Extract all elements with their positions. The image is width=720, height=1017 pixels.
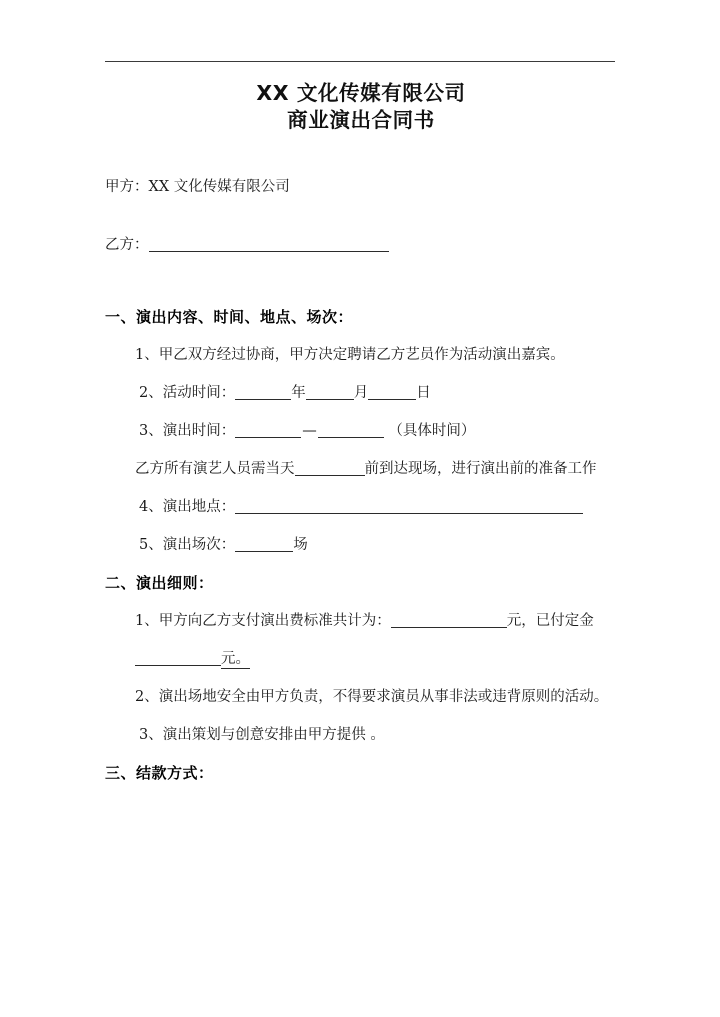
performance-end-blank[interactable]	[318, 422, 384, 438]
party-a-line: 甲方：XX 文化传媒有限公司	[105, 179, 290, 195]
event-year-blank[interactable]	[235, 384, 291, 400]
venue-blank[interactable]	[235, 498, 583, 514]
arrival-suffix: 前到达现场，进行演出前的准备工作	[364, 461, 597, 477]
unit-day: 日	[416, 385, 431, 401]
event-day-blank[interactable]	[368, 384, 416, 400]
section-heading-1: 一、演出内容、时间、地点、场次：	[105, 308, 354, 326]
unit-month: 月	[353, 385, 369, 401]
deposit-amount-blank[interactable]	[135, 650, 221, 666]
clause-1-4-prefix: 4、演出地点：	[139, 499, 236, 515]
title-line-contract: 商业演出合同书	[287, 108, 435, 132]
clause-2-3: 3、演出策划与创意安排由甲方提供 。	[139, 727, 385, 743]
fee-mid: 元，已付定金	[506, 613, 594, 629]
time-range-separator: —	[302, 423, 317, 439]
document-content	[105, 80, 617, 792]
title-line-company: XX 文化传媒有限公司	[256, 81, 466, 105]
fee-amount-blank[interactable]	[391, 612, 507, 628]
event-month-blank[interactable]	[306, 384, 354, 400]
clause-1-1: 1、甲乙双方经过协商，甲方决定聘请乙方艺员作为活动演出嘉宾。	[135, 347, 565, 363]
section-heading-2: 二、演出细则：	[105, 574, 214, 592]
clause-1-2	[105, 374, 617, 412]
party-b-blank[interactable]	[149, 236, 389, 252]
arrival-prefix: 乙方所有演艺人员需当天	[135, 461, 295, 477]
clause-1-4	[105, 488, 617, 526]
fee-suffix: 元。	[221, 651, 250, 667]
arrival-time-blank[interactable]	[295, 460, 365, 476]
clause-1-arrival	[105, 450, 617, 488]
header-rule	[105, 61, 615, 62]
spacer	[105, 206, 617, 226]
document-title	[105, 80, 617, 134]
spacer	[105, 134, 617, 168]
clause-1-3	[105, 412, 617, 450]
fee-prefix: 1、甲方向乙方支付演出费标准共计为：	[135, 613, 391, 629]
unit-show: 场	[293, 537, 308, 553]
clause-1-3-prefix: 3、演出时间：	[139, 423, 236, 439]
spacer	[105, 264, 617, 298]
performance-start-blank[interactable]	[235, 422, 301, 438]
clause-1-3-suffix: （具体时间）	[388, 423, 476, 439]
clause-1-5-prefix: 5、演出场次：	[139, 537, 236, 553]
show-count-blank[interactable]	[235, 536, 293, 552]
clause-1-5	[105, 526, 617, 564]
party-b-label: 乙方：	[105, 237, 149, 253]
clause-2-1	[105, 602, 617, 678]
party-b-line	[105, 226, 617, 264]
unit-year: 年	[291, 385, 306, 401]
clause-2-2: 2、演出场地安全由甲方负责，不得要求演员从事非法或违背原则的活动。	[135, 689, 609, 705]
clause-1-2-prefix: 2、活动时间：	[139, 385, 236, 401]
section-heading-3: 三、结款方式：	[105, 764, 214, 782]
